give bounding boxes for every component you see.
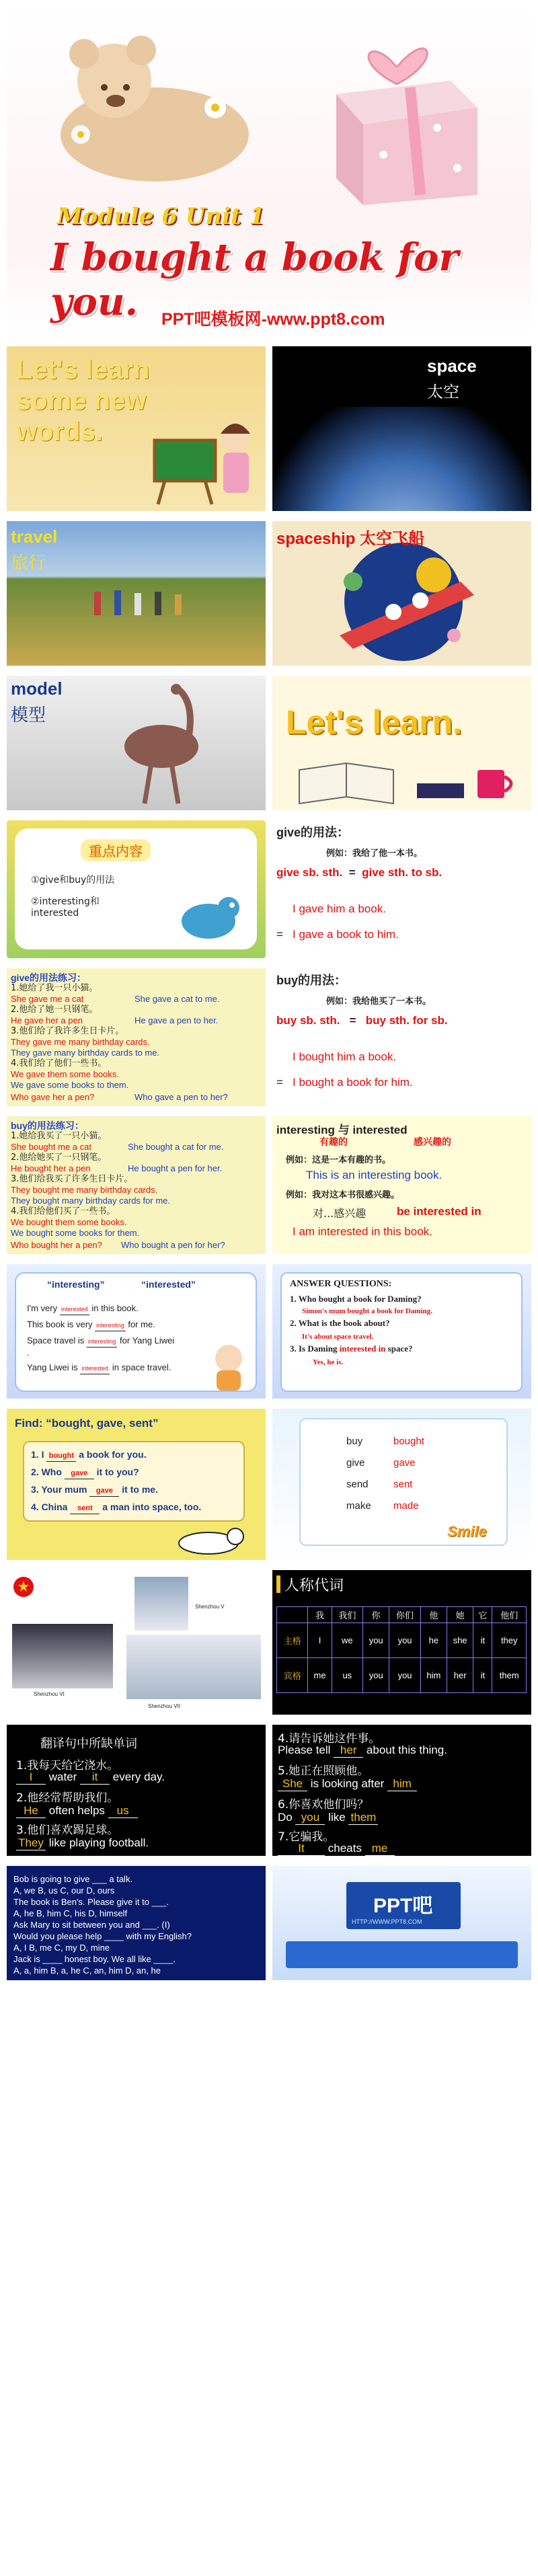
translate-6-pre: Do [278,1811,293,1824]
give-practice-a-5: Who gave her a pen? [11,1092,95,1102]
spaceship-drawing [299,541,508,662]
focus-item-2-a: ②interesting [31,896,90,907]
give-practice-b-4: We gave some books to them. [11,1080,129,1090]
translate-7-en [278,1842,395,1856]
translate-2-cn: 2.他经常帮助我们。 [16,1791,119,1805]
mc-line-6: Would you please help ____ with my English? [13,1931,192,1941]
find-line-1-answer: bought [46,1450,76,1462]
astronaut-photo-3 [126,1635,261,1699]
give-practice-a-3: They gave me many birthday cards. [11,1037,150,1047]
focus-item-2-c: interested [31,908,79,919]
interesting-ex1-en: This is an interesting book. [306,1169,443,1181]
fill-line-1 [27,1303,139,1315]
find-line-3-pre: 3. Your mum [31,1484,87,1495]
travel-en: travel [11,526,58,547]
slide-buy [272,968,531,1106]
mc-line-4: A, he B, him C, his D, himself [13,1908,128,1918]
find-line-3 [31,1484,158,1497]
translate-2-mid: often helps [48,1804,105,1817]
slide-buy-practice [7,1116,266,1254]
teddy-bear-illustration [54,34,256,182]
buy-example-1: I bought him a book. [293,1050,397,1063]
slide-lets-learn [272,676,531,810]
gift-box-illustration [296,20,498,208]
pronouns-title: 人称代词 [284,1577,344,1594]
give-formula-a: give sb. sth. [276,866,343,879]
subject-cell-2: we [332,1623,362,1658]
interesting-cn-b: 感兴趣的 [414,1137,451,1148]
pronoun-header-7: 它 [473,1607,492,1623]
interesting-cn-a: 有趣的 [319,1137,348,1148]
spaceship-label: spaceship 太空飞船 [276,530,425,548]
find-line-3-post: it to me. [122,1484,158,1495]
buy-practice-title: buy的用法练习： [11,1120,84,1131]
pronoun-header-8: 他们 [492,1607,527,1623]
question-2: 2. What is the book about? [290,1318,390,1328]
pronoun-header-0 [277,1607,308,1623]
slide-give [272,820,531,958]
fill-line-1-answer: interested [60,1304,89,1315]
fill-line-1-pre: I'm very [27,1303,58,1313]
object-cell-7: it [473,1658,492,1693]
verb-base-3: send [346,1479,369,1490]
mc-line-5: Ask Mary to sit between you and ___. (I) [13,1920,170,1930]
find-line-4 [31,1501,201,1514]
verb-base-1: buy [346,1436,363,1447]
find-title: Find: “bought, gave, sent” [15,1417,159,1430]
footer-strip [286,1941,518,1968]
translate-6-mid: like [328,1811,346,1824]
verb-past-1: bought [393,1436,424,1447]
lesson-title: I bought a book for you. [50,235,459,324]
give-practice-cn-2: 2.他给了她一只钢笔。 [11,1005,98,1015]
find-line-1-post: a book for you. [79,1449,147,1460]
translate-4-pre: Please tell [278,1744,331,1756]
fill-line-4-answer: interested [80,1363,110,1374]
buy-practice-b-1: She bought a cat for me. [128,1142,224,1152]
slide-spaceship [272,521,531,666]
translate-title: 翻译句中所缺单词 [40,1737,137,1751]
translate-1-answer-2: it [80,1770,110,1785]
translate-7-cn: 7.它骗我。 [278,1830,335,1844]
translate-2-answer-2: us [108,1804,138,1818]
caption-3: Shenzhou VII [148,1703,181,1709]
object-cell-6: her [447,1658,473,1693]
space-cn: 太空 [427,383,459,401]
question-3-pre: 3. Is Daming [290,1343,340,1354]
verb-row-2 [346,1457,416,1469]
smile-badge: Smile [447,1523,487,1540]
object-cell-2: us [332,1658,362,1693]
buy-formula [276,1014,448,1027]
model-en: model [11,678,63,699]
cartoon-child-illustration [202,1338,256,1392]
buy-example: 例如：我给他买了一本书。 [326,997,432,1007]
question-3-post: space? [385,1343,413,1354]
pronoun-header-3: 你 [363,1607,389,1623]
hikers-photo [87,585,195,625]
subject-cell-6: she [447,1623,473,1658]
find-line-1-pre: 1. I [31,1449,44,1460]
buy-practice-b-2: He bought a pen for her. [128,1163,223,1173]
caption-2: Shenzhou VI [34,1691,65,1697]
slide-pronouns [272,1570,531,1715]
translate-5-cn: 5.她正在照顾他。 [278,1764,369,1778]
pronoun-header-6: 她 [447,1607,473,1623]
give-formula-b: give sth. to sb. [362,866,443,879]
slide-travel [7,521,266,666]
interesting-title-b: 与 [334,1124,353,1136]
mc-line-9: A, a, him B, a, he C, an, him D, an, he [13,1965,161,1976]
give-formula [276,866,442,880]
buy-practice-cn-2: 2.他给她买了一只钢笔。 [11,1153,107,1163]
find-line-2-answer: gave [65,1468,94,1479]
fill-line-3-answer: interesting [87,1336,118,1348]
translate-1-post: every day. [112,1770,165,1783]
china-flag-icon [13,1577,34,1597]
translate-1-word: water [48,1770,77,1783]
pronouns-header-row [277,1607,527,1623]
earth-from-space-photo [272,407,531,511]
verb-past-4: made [393,1500,419,1512]
fill-line-2-answer: interesting [95,1320,126,1331]
model-cn: 模型 [11,705,46,726]
translate-1-en [16,1770,165,1785]
subject-cell-3: you [363,1623,389,1658]
caption-1: Shenzhou V [195,1604,225,1610]
mc-line-8: Jack is ____ honest boy. We all like ____. [13,1954,176,1964]
question-3 [290,1343,413,1354]
buy-practice-a-1: She bought me a cat [11,1142,91,1152]
give-example-1: I gave him a book. [293,902,386,915]
buy-title: buy的用法： [276,974,347,987]
fill-line-3 [27,1335,175,1358]
pronoun-header-4: 你们 [389,1607,420,1623]
interesting-ex2-en: I am interested in this book. [293,1225,432,1238]
question-3-highlight: interested in [339,1343,386,1354]
object-label: 宾格 [277,1658,308,1693]
buy-practice-a-5: Who bought her a pen? [11,1240,102,1250]
give-example-2: I gave a book to him. [293,928,399,941]
translate-3-en [16,1836,149,1850]
question-1: 1. Who bought a book for Daming? [290,1294,422,1304]
space-en: space [427,356,477,376]
verb-row-1 [346,1436,424,1447]
buy-formula-eq: = [349,1014,356,1027]
pronoun-header-1: 我 [308,1607,332,1623]
give-practice-b-1: She gave a cat to me. [134,994,220,1004]
fill-line-1-post: in this book. [91,1303,139,1313]
pronouns-object-row [277,1658,527,1693]
find-line-1 [31,1449,147,1462]
verb-row-4 [346,1500,419,1512]
title-slide [7,7,531,335]
find-line-2 [31,1467,139,1479]
object-cell-5: him [420,1658,447,1693]
translate-3-post: like playing football. [48,1836,149,1849]
buy-practice-cn-3: 3.他们给我买了许多生日卡片。 [11,1174,133,1184]
translate-7-answer-1: It [278,1842,325,1856]
mc-line-2: A, we B, us C, our D, ours [13,1885,115,1896]
subject-cell-1: I [308,1623,332,1658]
slide-focus [7,820,266,958]
fill-line-4 [27,1362,175,1374]
translate-4-cn: 4.请告诉她这件事。 [278,1732,381,1746]
give-practice-b-5: Who gave a pen to her? [134,1092,228,1102]
translate-6-answer-1: you [295,1811,325,1825]
answer-3: Yes, he is. [313,1358,344,1366]
interesting-ex2-pre: 对...感兴趣 [313,1207,367,1220]
buy-practice-b-4: We bought some books for them. [11,1228,140,1238]
buy-practice-b-3: They bought many birthday cards for me. [11,1196,171,1206]
object-cell-4: you [389,1658,420,1693]
slide-multiple-choice [7,1866,266,1980]
give-practice-cn-1: 1.她给了我一只小猫。 [11,983,98,993]
translate-1-answer-1: I [16,1770,46,1785]
buy-practice-cn-1: 1.她给我买了一只小猫。 [11,1131,107,1141]
buy-practice-cn-4: 4.我们给他们买了一些书。 [11,1206,116,1216]
subject-cell-8: they [492,1623,527,1658]
subject-cell-5: he [420,1623,447,1658]
subject-label: 主格 [277,1623,308,1658]
object-cell-3: you [363,1658,389,1693]
translate-7-mid: cheats [328,1842,362,1855]
find-line-4-answer: sent [70,1503,100,1514]
interesting-ex1-cn: 例如：这是一本有趣的书。 [286,1155,391,1165]
translate-2-answer-1: He [16,1804,46,1818]
pronouns-table [276,1606,527,1693]
mc-line-7: A, I B, me C, my D, mine [13,1943,110,1953]
slide-end [272,1866,531,1980]
slide-questions [272,1264,531,1399]
slide-translate-1 [7,1725,266,1856]
find-line-3-answer: gave [89,1485,119,1497]
translate-6-en [278,1811,378,1825]
fill-line-4-post: in space travel. [112,1362,171,1372]
translate-4-answer: her [334,1744,363,1758]
focus-item-1: ①give和buy的用法 [31,875,115,886]
give-practice-cn-4: 4.我们给了他们一些书。 [11,1058,107,1068]
ostrich-model-render [94,682,229,807]
verb-past-3: sent [393,1479,413,1490]
answer-2: It's about space travel. [302,1333,374,1341]
astronaut-photo-2 [12,1624,113,1688]
focus-heading: 重点内容 [81,839,151,861]
ppt8-logo: PPT吧 [373,1895,433,1917]
give-practice-a-1: She gave me a cat [11,994,84,1004]
slide-translate-2 [272,1725,531,1856]
mc-line-1: Bob is going to give ___ a talk. [13,1874,133,1884]
questions-title: ANSWER QUESTIONS: [290,1279,392,1289]
give-practice-b-3: They gave many birthday cards to me. [11,1048,160,1058]
fill-line-2 [27,1319,155,1331]
travel-cn: 旅行 [11,553,46,574]
translate-3-cn: 3.他们喜欢踢足球。 [16,1824,119,1837]
subject-cell-4: you [389,1623,420,1658]
object-cell-1: me [308,1658,332,1693]
find-line-2-pre: 2. Who [31,1467,62,1477]
fill-line-2-pre: This book is very [27,1319,93,1329]
translate-2-en [16,1804,138,1818]
lets-learn-heading: Let's learn. [286,703,462,741]
fill-line-4-pre: Yang Liwei is [27,1362,78,1372]
give-practice-a-2: He gave her a pen [11,1015,83,1025]
verb-base-4: make [346,1500,371,1512]
find-line-4-post: a man into space, too. [102,1501,202,1512]
answer-1: Simon's mum bought a book for Daming. [302,1307,432,1315]
translate-6-cn: 6.你喜欢他们吗？ [278,1798,369,1811]
learn-words-heading: Let's learn some new words. [16,355,150,446]
teacher-board-illustration [148,414,262,508]
verb-past-2: gave [393,1457,416,1469]
interesting-title-a: interesting [276,1124,335,1136]
give-practice-b-2: He gave a pen to her. [134,1015,219,1025]
mc-line-3: The book is Ben's. Please give it to ___. [13,1897,169,1907]
fill-line-2-post: for me. [128,1319,155,1329]
focus-item-2 [31,894,100,919]
dragon-illustration [171,888,245,941]
subject-cell-7: it [473,1623,492,1658]
translate-5-en [278,1777,417,1791]
give-example-eq: = [276,928,283,941]
give-example: 例如：我给了他一本书。 [326,849,423,859]
find-line-2-post: it to you? [96,1467,139,1477]
buy-practice-a-4: We bought them some books. [11,1217,127,1227]
give-practice-title: give的用法练习： [11,972,87,983]
buy-example-2: I bought a book for him. [293,1076,413,1089]
pronoun-header-2: 我们 [332,1607,362,1623]
slide-fill-interesting [7,1264,266,1399]
interesting-ex2-hi: be interested in [397,1205,482,1218]
buy-practice-a-2: He bought her a pen [11,1163,91,1173]
translate-5-answer-1: She [278,1777,307,1791]
translate-7-answer-2: me [365,1842,395,1856]
pronoun-header-5: 他 [420,1607,447,1623]
translate-5-answer-2: him [387,1777,417,1791]
interesting-title-c: interested [352,1124,408,1136]
object-cell-8: them [492,1658,527,1693]
slide-space [272,346,531,511]
give-formula-eq: = [348,866,356,879]
give-practice-cn-3: 3.他们给了我许多生日卡片。 [11,1026,124,1036]
translate-6-answer-2: them [348,1811,378,1825]
interesting-ex2-cn: 例如：我对这本书很感兴趣。 [286,1190,400,1200]
buy-formula-a: buy sb. sth. [276,1014,340,1027]
buy-practice-a-3: They bought me many birthday cards. [11,1185,158,1195]
fill-heading-1: “interesting” [47,1279,105,1290]
buy-example-eq: = [276,1076,283,1089]
fill-line-3-post: for Yang Liwei . [27,1335,175,1358]
book-cup-illustration [286,756,521,809]
pronouns-subject-row [277,1623,527,1658]
buy-practice-b-5: Who bought a pen for her? [121,1240,225,1250]
focus-item-2-b: 和 [89,896,100,907]
verb-base-2: give [346,1457,365,1469]
module-title: Module 6 Unit 1 [57,203,266,230]
slide-model [7,676,266,810]
give-practice-a-4: We gave them some books. [11,1069,119,1079]
translate-4-en [278,1744,447,1758]
ppt8-url: HTTP://WWW.PPT8.COM [352,1918,422,1925]
astronaut-photo-1 [134,1577,188,1631]
dog-illustration [168,1523,249,1558]
slide-learn-words [7,346,266,511]
slide-astronauts [7,1570,266,1715]
give-title: give的用法： [276,826,350,839]
slide-interesting [272,1116,531,1254]
site-banner: PPT吧模板网-www.ppt8.com [161,310,385,329]
fill-line-3-pre: Space travel is [27,1335,85,1345]
translate-5-mid: is looking after [310,1777,385,1790]
verb-row-3 [346,1479,412,1490]
slide-verbs [272,1409,531,1560]
slide-find [7,1409,266,1560]
translate-4-post: about this thing. [366,1744,447,1756]
slide-give-practice [7,968,266,1106]
fill-heading-2: “interested” [141,1279,196,1290]
find-line-4-pre: 4. China [31,1501,68,1512]
translate-1-cn: 1.我每天给它浇水。 [16,1759,119,1772]
buy-formula-b: buy sth. for sb. [365,1014,448,1027]
translate-3-answer: They [16,1836,46,1850]
